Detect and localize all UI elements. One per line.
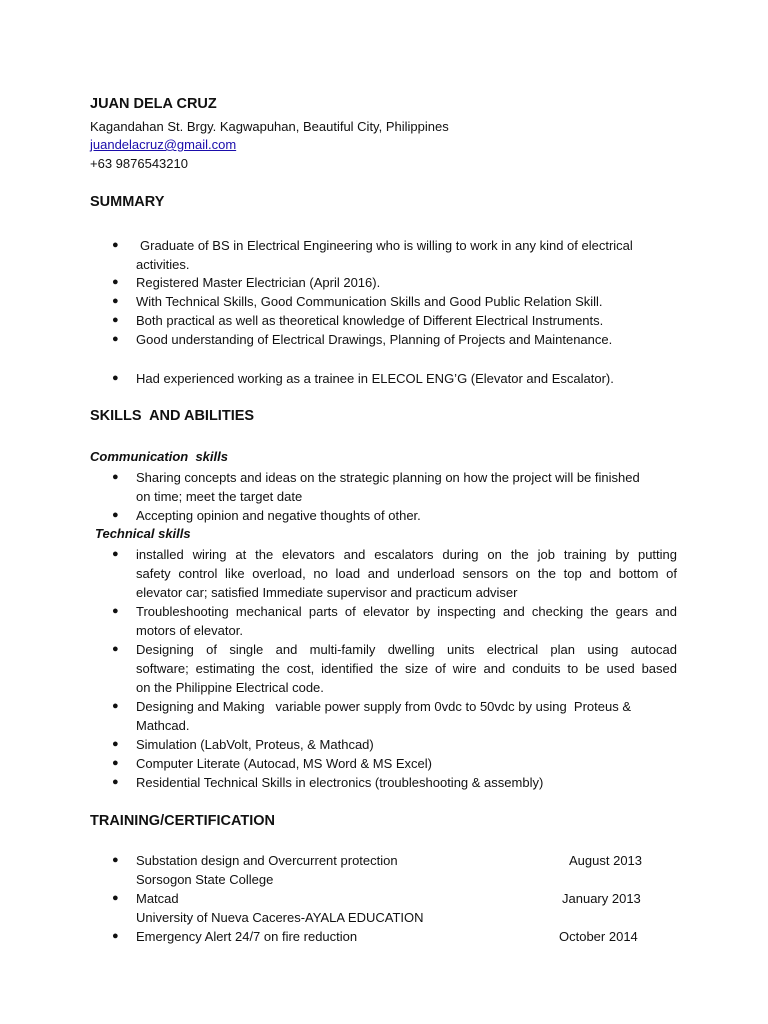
summary-heading: SUMMARY <box>90 194 165 210</box>
address: Kagandahan St. Brgy. Kagwapuhan, Beautiful City, Philippines <box>90 119 449 134</box>
training-institution: Sorsogon State College <box>136 872 274 887</box>
skill-item-text: Computer Literate (Autocad, MS Word & MS Excel) <box>136 756 432 771</box>
bullet-icon <box>112 471 119 483</box>
skill-item-text: Mathcad. <box>136 718 190 733</box>
bullet-icon <box>112 738 119 750</box>
skill-item-text: elevator car; satisfied Immediate supervisor and practicum adviser <box>136 585 518 600</box>
training-date: October 2014 <box>559 929 638 944</box>
training-title: Substation design and Overcurrent protection <box>136 853 398 868</box>
bullet-icon <box>112 776 119 788</box>
technical-skills-subheading: Technical skills <box>95 526 191 541</box>
skill-item-text: Designing of single and multi-family dwelling units electrical plan using autocad <box>136 642 677 657</box>
summary-item-text: activities. <box>136 257 190 272</box>
skill-item-text: Troubleshooting mechanical parts of elevator by inspecting and checking the gears and <box>136 604 677 619</box>
skill-item-text: Residential Technical Skills in electronics (troubleshooting & assembly) <box>136 775 544 790</box>
bullet-icon <box>112 295 119 307</box>
skill-item-text: software; estimating the cost, identified the size of wire and conduits to be used based <box>136 661 677 676</box>
communication-skills-subheading: Communication skills <box>90 449 228 464</box>
skill-item-text: installed wiring at the elevators and escalators during on the job training by putting <box>136 547 677 562</box>
bullet-icon <box>112 854 119 866</box>
skill-item-text: Simulation (LabVolt, Proteus, & Mathcad) <box>136 737 374 752</box>
bullet-icon <box>112 276 119 288</box>
training-date: August 2013 <box>569 853 643 868</box>
applicant-name: JUAN DELA CRUZ <box>90 96 217 112</box>
summary-item-text: Had experienced working as a trainee in ELECOL ENG’G (Elevator and Escalator). <box>136 371 614 386</box>
skill-item-text: motors of elevator. <box>136 623 243 638</box>
summary-item-text: Graduate of BS in Electrical Engineering who is willing to work in any kind of electrical <box>140 238 633 253</box>
training-title: Matcad <box>136 891 179 906</box>
summary-item-text: Both practical as well as theoretical knowledge of Different Electrical Instruments. <box>136 313 604 328</box>
skill-item-text: safety control like overload, no load and underload sensors on the top and bottom of <box>136 566 677 581</box>
training-title: Emergency Alert 24/7 on fire reduction <box>136 929 358 944</box>
bullet-icon <box>112 892 119 904</box>
skill-item-text: on time; meet the target date <box>136 489 303 504</box>
summary-item-text: With Technical Skills, Good Communication Skills and Good Public Relation Skill. <box>136 294 603 309</box>
training-institution: University of Nueva Caceres-AYALA EDUCATION <box>136 910 424 925</box>
bullet-icon <box>112 509 119 521</box>
skill-item-text: Designing and Making variable power supply from 0vdc to 50vdc by using Proteus & <box>136 699 631 714</box>
email-link[interactable]: juandelacruz@gmail.com <box>90 137 237 152</box>
skills-heading: SKILLS AND ABILITIES <box>90 408 255 424</box>
bullet-icon <box>112 757 119 769</box>
training-heading: TRAINING/CERTIFICATION <box>90 813 275 829</box>
bullet-icon <box>112 239 119 251</box>
bullet-icon <box>112 548 119 560</box>
bullet-icon <box>112 372 119 384</box>
bullet-icon <box>112 930 119 942</box>
bullet-icon <box>112 605 119 617</box>
bullet-icon <box>112 700 119 712</box>
bullet-icon <box>112 333 119 345</box>
skill-item-text: on the Philippine Electrical code. <box>136 680 324 695</box>
bullet-icon <box>112 643 119 655</box>
skill-item-text: Sharing concepts and ideas on the strategic planning on how the project will be finished <box>136 470 640 485</box>
skill-item-text: Accepting opinion and negative thoughts of other. <box>136 508 421 523</box>
summary-item-text: Good understanding of Electrical Drawings, Planning of Projects and Maintenance. <box>136 332 613 347</box>
summary-item-text: Registered Master Electrician (April 2016). <box>136 275 381 290</box>
training-date: January 2013 <box>562 891 641 906</box>
bullet-icon <box>112 314 119 326</box>
phone: +63 9876543210 <box>90 156 188 171</box>
